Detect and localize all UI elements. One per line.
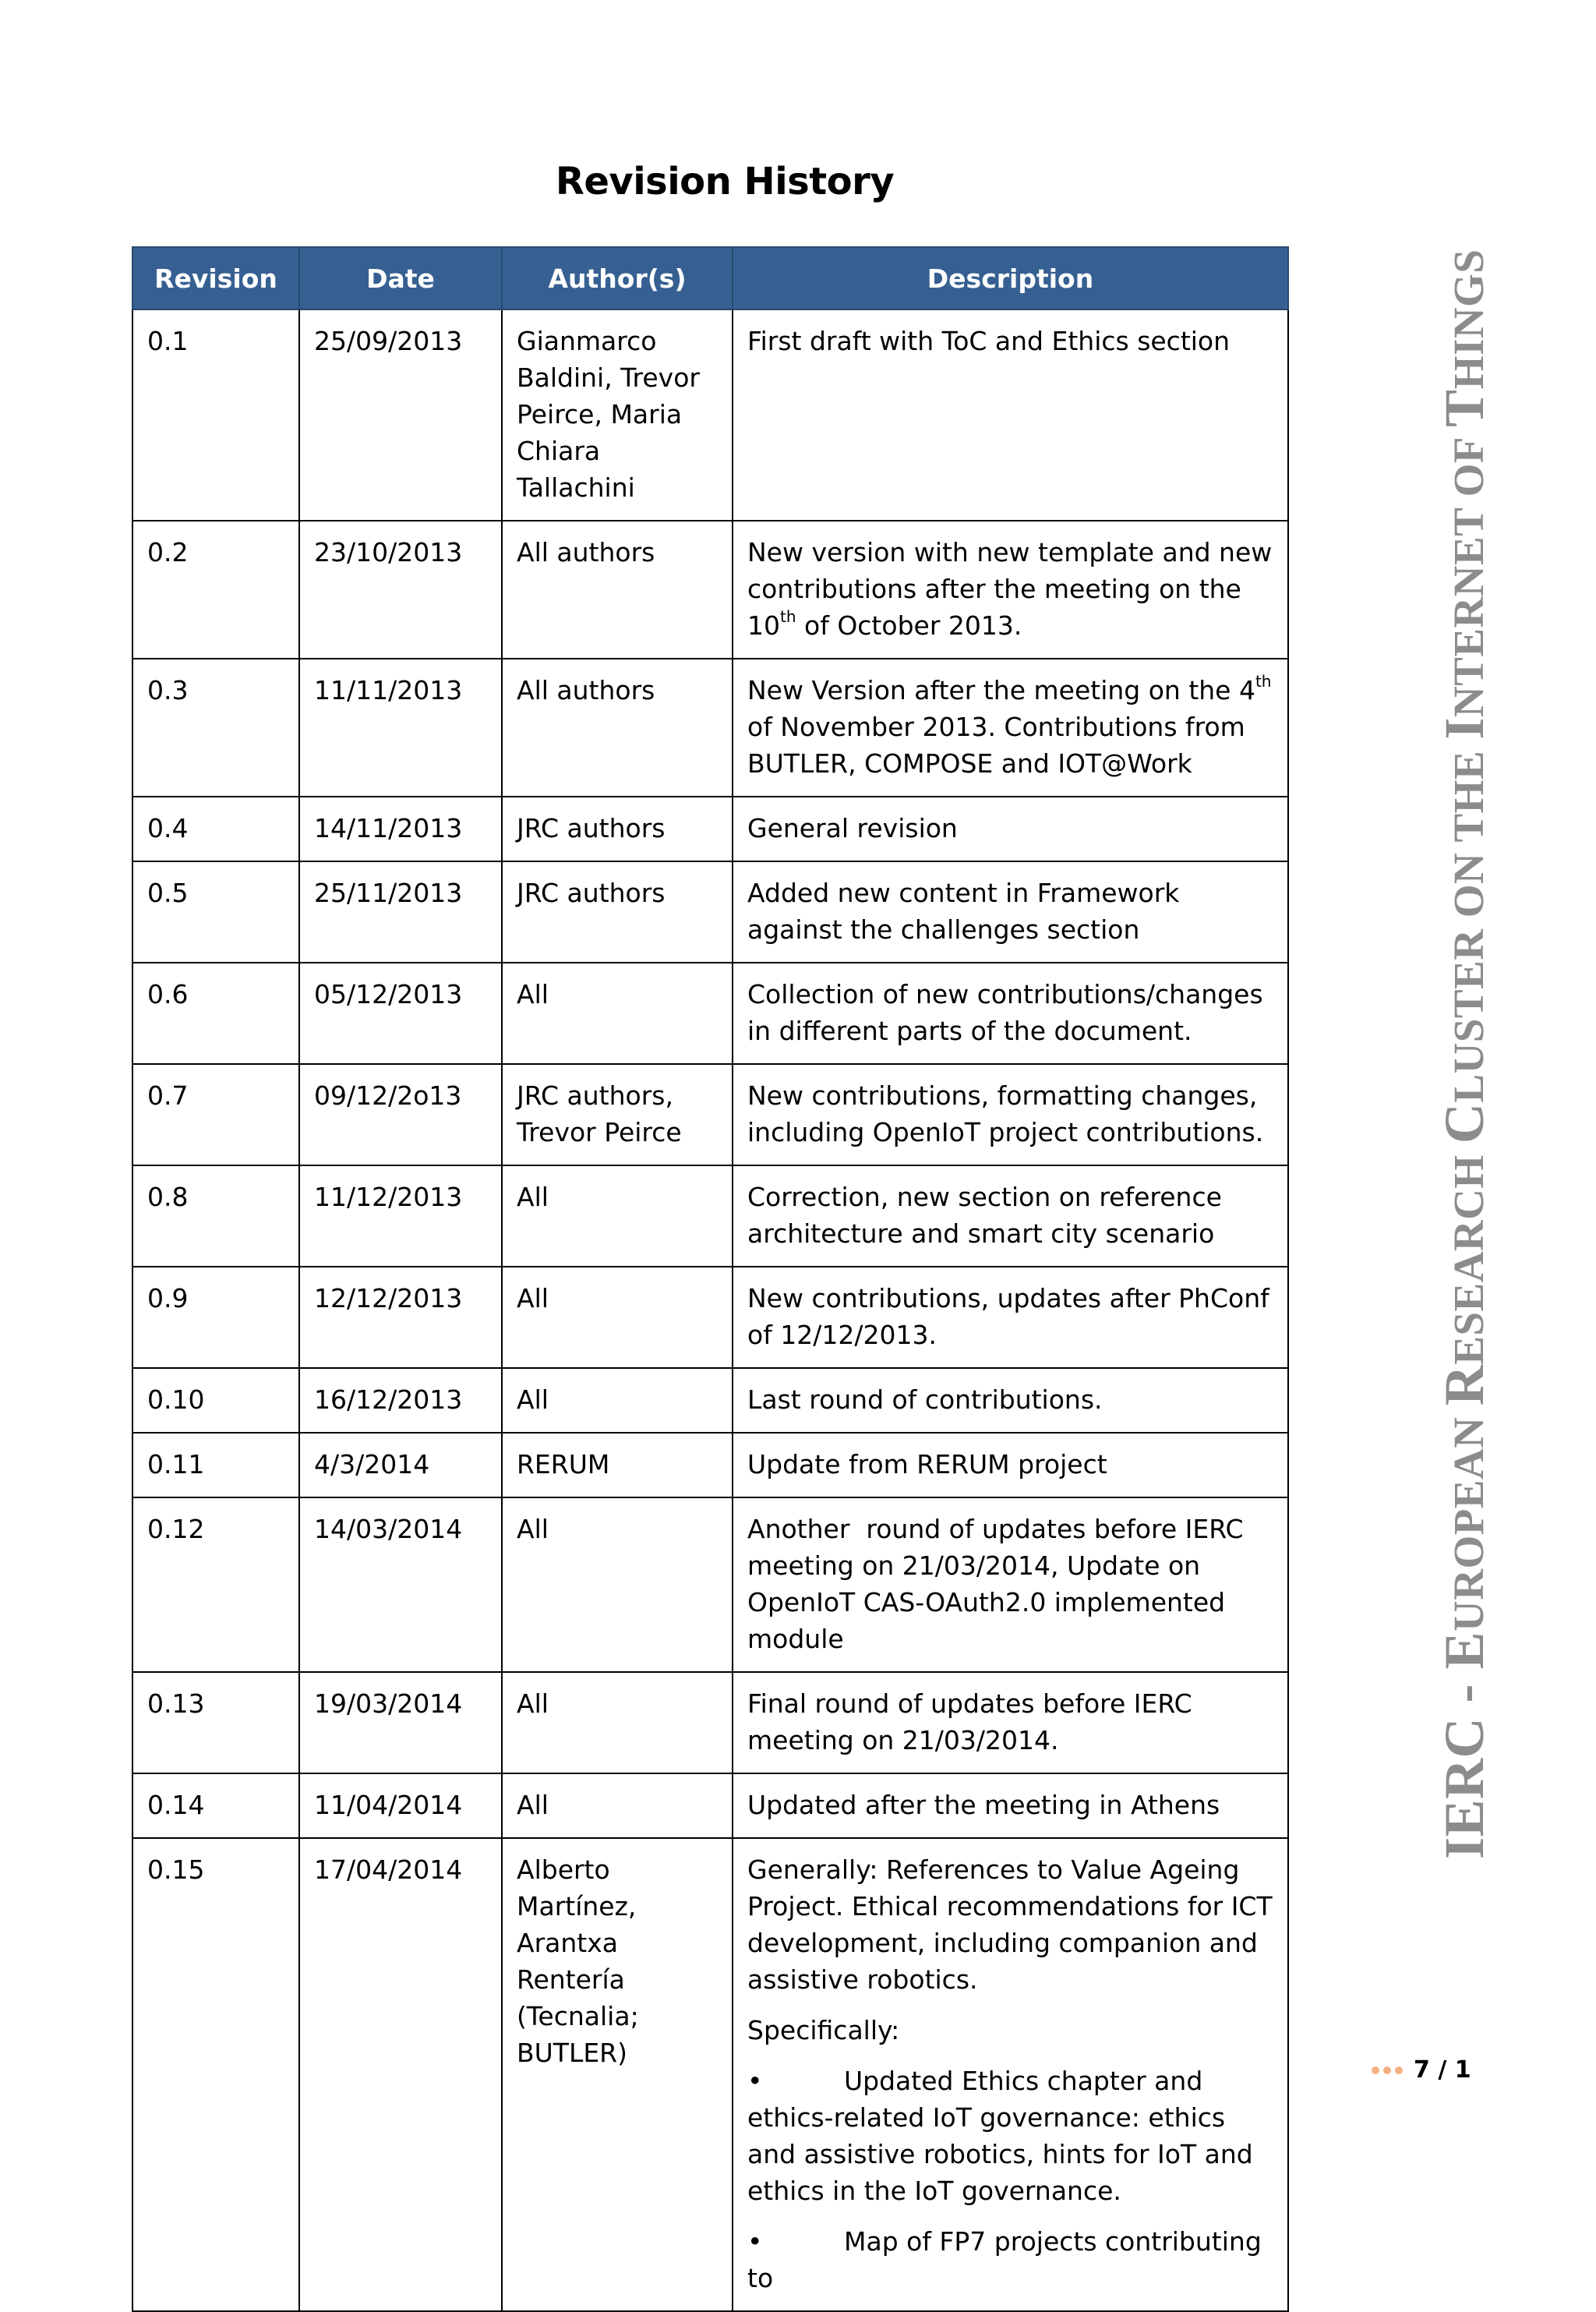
table-row bbox=[132, 1064, 1288, 1165]
cell-description: Another round of updates before IERC meeting on 21/03/2014, Update on OpenIoT CAS-OAuth2.0 implemented module bbox=[733, 1497, 1288, 1672]
side-text-part: IERC - E bbox=[1433, 1631, 1495, 1859]
dot bbox=[1372, 2066, 1379, 2074]
cell-authors: All bbox=[502, 1165, 733, 1267]
cell-revision: 0.9 bbox=[132, 1267, 299, 1368]
cell-authors: All bbox=[502, 1672, 733, 1773]
cell-authors: RERUM bbox=[502, 1433, 733, 1497]
bullet-icon: • bbox=[747, 2226, 763, 2257]
revision-history-table bbox=[132, 246, 1289, 2312]
side-text-part: T bbox=[1433, 389, 1495, 427]
cell-authors: JRC authors bbox=[502, 861, 733, 963]
cell-date: 19/03/2014 bbox=[299, 1672, 502, 1773]
cell-revision: 0.12 bbox=[132, 1497, 299, 1672]
cell-authors: All bbox=[502, 963, 733, 1064]
cell-revision: 0.4 bbox=[132, 797, 299, 861]
bullet-item bbox=[747, 2063, 1273, 2209]
cell-revision: 0.13 bbox=[132, 1672, 299, 1773]
cell-date: 17/04/2014 bbox=[299, 1838, 502, 2311]
cell-authors: All bbox=[502, 1773, 733, 1838]
cell-description: Last round of contributions. bbox=[733, 1368, 1288, 1433]
cell-revision: 0.14 bbox=[132, 1773, 299, 1838]
cell-date: 14/03/2014 bbox=[299, 1497, 502, 1672]
cell-revision: 0.6 bbox=[132, 963, 299, 1064]
cell-description bbox=[733, 521, 1288, 659]
cell-date: 11/04/2014 bbox=[299, 1773, 502, 1838]
desc-paragraph: Specifically: bbox=[747, 2015, 900, 2045]
cell-date: 11/11/2013 bbox=[299, 659, 502, 797]
cell-date: 05/12/2013 bbox=[299, 963, 502, 1064]
cell-revision: 0.15 bbox=[132, 1838, 299, 2311]
cell-date: 11/12/2013 bbox=[299, 1165, 502, 1267]
cell-revision: 0.3 bbox=[132, 659, 299, 797]
cell-date: 09/12/2o13 bbox=[299, 1064, 502, 1165]
table-row bbox=[132, 797, 1288, 861]
header-date: Date bbox=[299, 247, 502, 309]
desc-paragraph: Generally: References to Value Ageing Project. Ethical recommendations for ICT development, including companion and assistive robotics. bbox=[747, 1854, 1273, 1995]
side-text-part: ESEARCH bbox=[1445, 1144, 1492, 1365]
cell-revision: 0.8 bbox=[132, 1165, 299, 1267]
side-text-part: NTERNET OF bbox=[1445, 426, 1492, 718]
cell-description: Update from RERUM project bbox=[733, 1433, 1288, 1497]
page-title: Revision History bbox=[555, 160, 895, 203]
superscript: th bbox=[1255, 672, 1272, 691]
table-row bbox=[132, 521, 1288, 659]
cell-description bbox=[733, 659, 1288, 797]
side-text-part: I bbox=[1433, 717, 1495, 740]
header-description: Description bbox=[733, 247, 1288, 309]
dots-icon bbox=[1372, 2066, 1403, 2074]
cell-description: Correction, new section on reference architecture and smart city scenario bbox=[733, 1165, 1288, 1267]
cell-authors: All authors bbox=[502, 521, 733, 659]
table-row bbox=[132, 1497, 1288, 1672]
desc-text: New version with new template and new contributions after the meeting on the 10 bbox=[747, 537, 1273, 641]
cell-description: General revision bbox=[733, 797, 1288, 861]
cell-revision: 0.11 bbox=[132, 1433, 299, 1497]
table-row bbox=[132, 309, 1288, 521]
superscript: th bbox=[780, 607, 796, 626]
cell-description: New contributions, updates after PhConf of 12/12/2013. bbox=[733, 1267, 1288, 1368]
table-row bbox=[132, 1773, 1288, 1838]
cell-authors: All bbox=[502, 1267, 733, 1368]
table-row bbox=[132, 1368, 1288, 1433]
cell-authors: Alberto Martínez, Arantxa Rentería (Tecnalia; BUTLER) bbox=[502, 1838, 733, 2311]
cell-description: Added new content in Framework against the challenges section bbox=[733, 861, 1288, 963]
cell-authors: All authors bbox=[502, 659, 733, 797]
bullet-text: Updated Ethics chapter and ethics-related IoT governance: ethics and assistive robotics, hints for IoT and ethics in the IoT governance. bbox=[747, 2066, 1253, 2206]
table-header-row bbox=[132, 247, 1288, 309]
bullet-text: Map of FP7 projects contributing to bbox=[747, 2226, 1262, 2293]
cell-date: 23/10/2013 bbox=[299, 521, 502, 659]
cell-revision: 0.10 bbox=[132, 1368, 299, 1433]
page-number bbox=[1372, 2056, 1471, 2084]
cell-description: First draft with ToC and Ethics section bbox=[733, 309, 1288, 521]
header-authors: Author(s) bbox=[502, 247, 733, 309]
cell-description: Updated after the meeting in Athens bbox=[733, 1773, 1288, 1838]
cell-authors: Gianmarco Baldini, Trevor Peirce, Maria Chiara Tallachini bbox=[502, 309, 733, 521]
cell-date: 25/11/2013 bbox=[299, 861, 502, 963]
side-text-part: LUSTER ON THE bbox=[1445, 739, 1492, 1103]
table-row bbox=[132, 659, 1288, 797]
cell-authors: All bbox=[502, 1497, 733, 1672]
desc-text: New Version after the meeting on the 4 bbox=[747, 675, 1255, 705]
cell-authors: JRC authors, Trevor Peirce bbox=[502, 1064, 733, 1165]
header-revision: Revision bbox=[132, 247, 299, 309]
table-row bbox=[132, 861, 1288, 963]
cell-revision: 0.1 bbox=[132, 309, 299, 521]
bullet-icon: • bbox=[747, 2066, 763, 2096]
cell-date: 16/12/2013 bbox=[299, 1368, 502, 1433]
table-row bbox=[132, 1433, 1288, 1497]
side-text-part: UROPEAN bbox=[1445, 1405, 1492, 1631]
cell-description: Final round of updates before IERC meeting on 21/03/2014. bbox=[733, 1672, 1288, 1773]
table-row bbox=[132, 1165, 1288, 1267]
cell-revision: 0.5 bbox=[132, 861, 299, 963]
table-row bbox=[132, 1672, 1288, 1773]
cell-description: Collection of new contributions/changes in different parts of the document. bbox=[733, 963, 1288, 1064]
cell-date: 12/12/2013 bbox=[299, 1267, 502, 1368]
cell-revision: 0.7 bbox=[132, 1064, 299, 1165]
cell-description bbox=[733, 1838, 1288, 2311]
table-row bbox=[132, 1267, 1288, 1368]
side-banner-text bbox=[1432, 249, 1497, 1860]
bullet-item bbox=[747, 2223, 1273, 2296]
dot bbox=[1383, 2066, 1391, 2074]
cell-date: 25/09/2013 bbox=[299, 309, 502, 521]
cell-authors: JRC authors bbox=[502, 797, 733, 861]
dot bbox=[1395, 2066, 1403, 2074]
table-row bbox=[132, 963, 1288, 1064]
cell-authors: All bbox=[502, 1368, 733, 1433]
page-number-text: 7 / 1 bbox=[1414, 2056, 1471, 2084]
desc-text: of October 2013. bbox=[796, 610, 1022, 641]
side-text-part: R bbox=[1433, 1364, 1495, 1406]
cell-date: 14/11/2013 bbox=[299, 797, 502, 861]
table-row bbox=[132, 1838, 1288, 2311]
cell-revision: 0.2 bbox=[132, 521, 299, 659]
cell-description: New contributions, formatting changes, including OpenIoT project contributions. bbox=[733, 1064, 1288, 1165]
side-text-part: HINGS bbox=[1445, 249, 1492, 390]
desc-text: of November 2013. Contributions from BUTLER, COMPOSE and IOT@Work bbox=[747, 712, 1245, 779]
side-text-part: C bbox=[1433, 1102, 1495, 1144]
cell-date: 4/3/2014 bbox=[299, 1433, 502, 1497]
